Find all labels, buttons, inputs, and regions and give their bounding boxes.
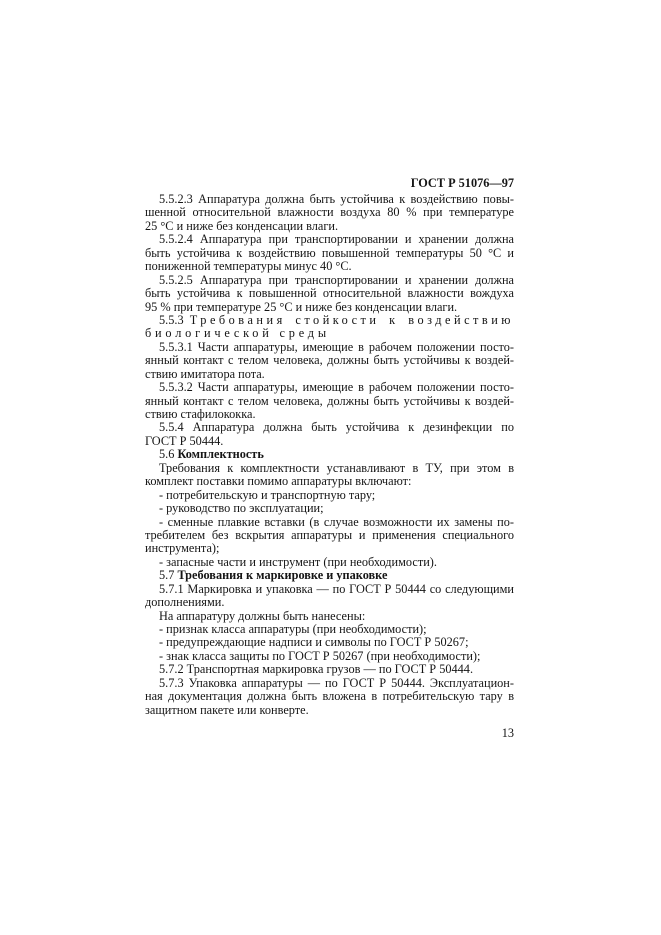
text-line: быть устойчива к повышенной относительной влажности вождуха <box>145 286 514 301</box>
list-item: - сменные плавкие вставки (в случае возможности их замены по- <box>159 514 514 529</box>
clause-number: 5.7 <box>159 568 175 583</box>
heading-line <box>145 569 514 582</box>
text-line: Требования к комплектности устанавливают в ТУ, при этом в <box>159 460 514 475</box>
clause-5-7-3 <box>145 677 514 717</box>
clause-5-7-2 <box>145 663 514 676</box>
clause-5-7-1 <box>145 583 514 623</box>
list-item-continued: инструмента); <box>145 541 220 556</box>
page-number: 13 <box>501 726 514 740</box>
text-line: 5.7.2 Транспортная маркировка грузов — по ГОСТ Р 50444. <box>159 662 474 677</box>
text-line: ГОСТ Р 50444. <box>145 433 224 448</box>
text-line: 5.5.3.1 Части аппаратуры, имеющие в рабочем положении посто- <box>159 339 514 354</box>
text-line: дополнениями. <box>145 595 225 610</box>
text-line: 95 % при температуре 25 °С и ниже без конденсации влаги. <box>145 299 458 314</box>
text-line: На аппаратуру должны быть нанесены: <box>159 608 366 623</box>
heading-5-6 <box>145 448 514 461</box>
clause-5-5-3-1 <box>145 341 514 381</box>
text-line: быть устойчива к воздействию повышенной температуры 50 °С и <box>145 245 514 260</box>
heading-title-continued: биологической среды <box>145 326 330 341</box>
text-line: ная документация должна быть вложена в потребительскую тару в <box>145 689 514 704</box>
heading-5-7 <box>145 569 514 582</box>
text-line: 5.5.3.2 Части аппаратуры, имеющие в рабочем положении посто- <box>159 380 514 395</box>
heading-title: Требования к маркировке и упаковке <box>177 568 388 583</box>
list-5-6 <box>145 489 514 570</box>
text-line: защитном пакете или конверте. <box>145 702 309 717</box>
list-item: - запасные части и инструмент (при необходимости). <box>159 554 437 569</box>
text-line: 5.5.2.3 Аппаратура должна быть устойчива к воздействию повы- <box>159 192 514 206</box>
text-line: 5.7.3 Упаковка аппаратуры — по ГОСТ Р 50444. Эксплуатацион- <box>159 675 514 690</box>
text-line: 25 °С и ниже без конденсации влаги. <box>145 218 339 233</box>
text-line: ствию имитатора пота. <box>145 366 265 381</box>
text-line: комплект поставки помимо аппаратуры включают: <box>145 474 412 489</box>
heading-5-5-3 <box>145 314 514 341</box>
heading-line <box>145 448 514 461</box>
body-text <box>145 193 514 717</box>
clause-5-5-2-3 <box>145 193 514 233</box>
text-line: 5.5.2.4 Аппаратура при транспортировании и хранении должна <box>159 232 514 247</box>
text-line: янный контакт с телом человека, должны быть устойчивы к воздей- <box>145 353 514 368</box>
clause-5-5-2-5 <box>145 274 514 314</box>
text-line: ствию стафилококка. <box>145 407 256 421</box>
list-item: - знак класса защиты по ГОСТ Р 50267 (при необходимости); <box>159 648 481 663</box>
list-item: - предупреждающие надписи и символы по ГОСТ Р 50267; <box>159 635 469 650</box>
list-item: - потребительскую и транспортную тару; <box>159 487 376 502</box>
text-line: янный контакт с телом человека, должны быть устойчивы к воздей- <box>145 393 514 408</box>
clause-5-5-3-2 <box>145 381 514 421</box>
text-line: 5.5.2.5 Аппаратура при транспортировании и хранении должна <box>159 272 514 287</box>
clause-5-6 <box>145 462 514 489</box>
list-item: - руководство по эксплуатации; <box>159 501 324 516</box>
text-line: пониженной температуры минус 40 °С. <box>145 259 352 274</box>
clause-5-5-4 <box>145 421 514 448</box>
list-item-continued: требителем без вскрытия аппаратуры и применения специального <box>145 527 514 542</box>
heading-line <box>145 327 514 340</box>
heading-title: Требования стойкости к воздействию <box>189 312 514 327</box>
list-5-7-1 <box>145 623 514 663</box>
text-line: 5.5.4 Аппаратура должна быть устойчива к дезинфекции по <box>159 420 514 435</box>
clause-5-5-2-4 <box>145 233 514 273</box>
heading-line <box>145 314 514 327</box>
clause-number: 5.5.3 <box>159 312 184 327</box>
running-header: ГОСТ Р 51076—97 <box>410 176 514 190</box>
clause-number: 5.6 <box>159 447 175 462</box>
text-line: 5.7.1 Маркировка и упаковка — по ГОСТ Р 50444 со следующими <box>159 581 514 596</box>
text-line: шенной относительной влажности воздуха 80 % при температуре <box>145 205 514 220</box>
heading-title: Комплектность <box>177 447 264 462</box>
list-item: - признак класса аппаратуры (при необходимости); <box>159 622 427 636</box>
